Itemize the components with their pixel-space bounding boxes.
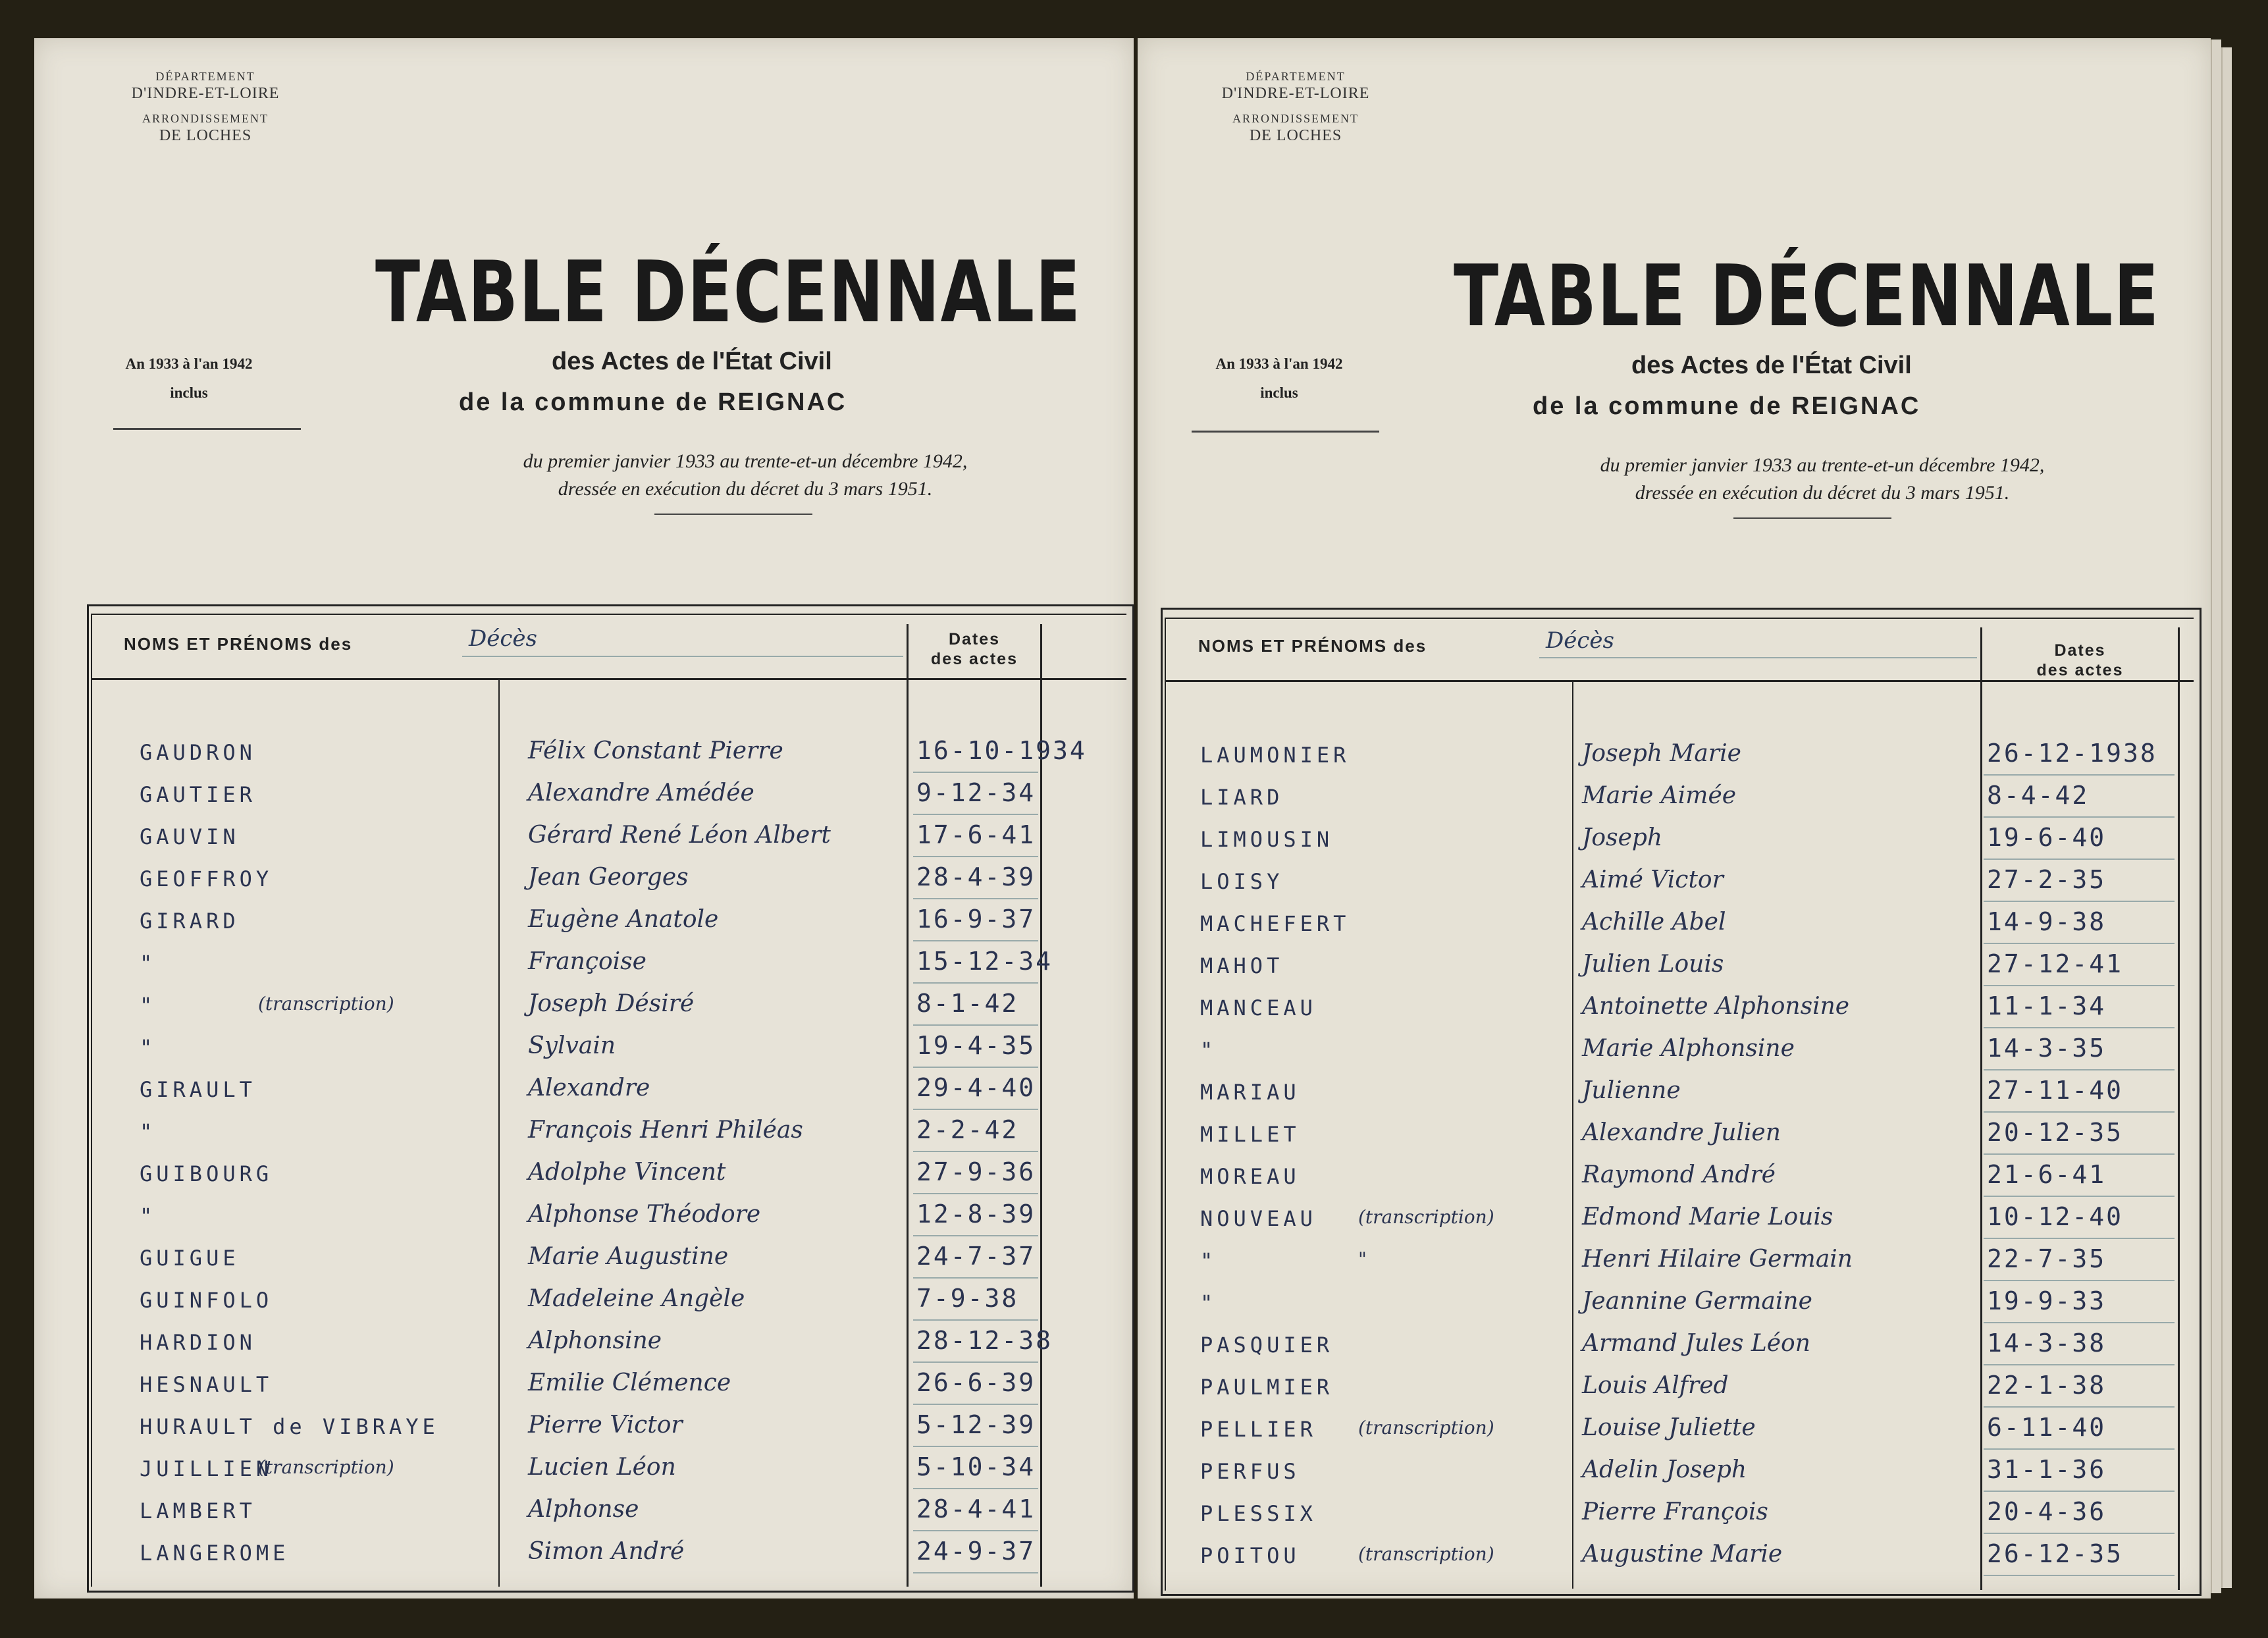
- table-row: [93, 1198, 1127, 1240]
- record-date: 22-1-38: [1987, 1371, 2107, 1400]
- row-date-rule: [1984, 1153, 2175, 1155]
- row-date-rule: [913, 1235, 1038, 1236]
- record-date: 28-4-39: [916, 862, 1036, 891]
- table-row: [93, 988, 1127, 1030]
- record-date: 19-6-40: [1987, 823, 2107, 852]
- record-date: 5-10-34: [916, 1452, 1036, 1481]
- department-name: D'INDRE-ET-LOIRE: [1221, 85, 1370, 102]
- period-years: An 1933 à l'an 1942: [125, 356, 253, 372]
- row-date-rule: [1984, 1448, 2175, 1450]
- table-row: [1167, 1074, 2194, 1117]
- record-date: 19-4-35: [916, 1031, 1036, 1060]
- given-names: Jeannine Germaine: [1582, 1288, 1812, 1315]
- period-inclusive: inclus: [170, 384, 208, 401]
- subtitle-acts: des Actes de l'État Civil: [552, 348, 832, 375]
- record-date: 24-7-37: [916, 1242, 1036, 1271]
- given-names: Marie Aimée: [1582, 782, 1737, 809]
- record-date: 24-9-37: [916, 1537, 1036, 1566]
- row-date-rule: [913, 940, 1038, 941]
- record-date: 14-9-38: [1987, 907, 2107, 936]
- surname: MACHEFERT: [1200, 911, 1350, 936]
- record-date: 27-9-36: [916, 1157, 1036, 1186]
- table-row: [1167, 990, 2194, 1032]
- row-date-rule: [913, 856, 1038, 857]
- given-names: Adolphe Vincent: [528, 1159, 726, 1186]
- department-header: [1210, 70, 1381, 154]
- surname: HESNAULT: [140, 1372, 273, 1397]
- surname: LANGEROME: [140, 1541, 290, 1566]
- record-date: 6-11-40: [1987, 1413, 2107, 1442]
- surname: GAUDRON: [140, 740, 256, 765]
- given-names: Raymond André: [1582, 1161, 1776, 1188]
- given-names: Alphonse Théodore: [528, 1201, 761, 1228]
- row-date-rule: [913, 1151, 1038, 1152]
- period-years: An 1933 à l'an 1942: [1215, 356, 1343, 372]
- surname: MOREAU: [1200, 1164, 1300, 1189]
- period-rule: [1192, 431, 1379, 433]
- header-dates-line-1: Dates: [948, 630, 1001, 648]
- record-date: 16-9-37: [916, 905, 1036, 934]
- surname: NOUVEAU: [1200, 1206, 1317, 1231]
- row-date-rule: [913, 1446, 1038, 1447]
- surname: ": [140, 993, 157, 1018]
- table-row: [93, 861, 1127, 903]
- row-date-rule: [913, 772, 1038, 773]
- given-names: Louis Alfred: [1582, 1372, 1729, 1399]
- record-date: 15-12-34: [916, 947, 1053, 976]
- arrondissement-name: DE LOCHES: [159, 127, 252, 144]
- record-date: 27-12-41: [1987, 949, 2124, 978]
- arrondissement-label: ARRONDISSEMENT: [142, 112, 269, 125]
- period-rule: [113, 428, 301, 430]
- table-inner-top: [91, 614, 1126, 615]
- record-date: 10-12-40: [1987, 1202, 2124, 1231]
- surname: ": [1200, 1248, 1217, 1273]
- decree-line-1: du premier janvier 1933 au trente-et-un décembre 1942,: [1600, 454, 2045, 476]
- given-names: Alphonse: [528, 1496, 639, 1523]
- decree-line-2: dressée en exécution du décret du 3 mars 1951.: [1635, 482, 2010, 504]
- row-date-rule: [913, 982, 1038, 984]
- record-date: 20-4-36: [1987, 1497, 2107, 1526]
- surname: PERFUS: [1200, 1459, 1300, 1484]
- given-names: Alexandre: [528, 1074, 650, 1101]
- record-date: 26-12-1938: [1987, 739, 2157, 768]
- table-row: [1167, 737, 2194, 779]
- record-note: (transcription): [1358, 1206, 1494, 1228]
- record-date: 12-8-39: [916, 1200, 1036, 1228]
- row-date-rule: [1984, 1238, 2175, 1239]
- table-row: [1167, 1243, 2194, 1285]
- row-date-rule: [913, 1277, 1038, 1279]
- table-row: [93, 1114, 1127, 1156]
- record-date: 7-9-38: [916, 1284, 1019, 1313]
- row-date-rule: [1984, 1111, 2175, 1113]
- surname: PELLIER: [1200, 1417, 1317, 1442]
- row-date-rule: [1984, 943, 2175, 944]
- table-row: [93, 1493, 1127, 1535]
- given-names: Eugène Anatole: [528, 906, 719, 933]
- given-names: Julienne: [1582, 1077, 1681, 1104]
- surname: ": [1200, 1290, 1217, 1315]
- surname: LIARD: [1200, 785, 1284, 810]
- surname: MARIAU: [1200, 1080, 1300, 1105]
- given-names: Emilie Clémence: [528, 1369, 731, 1396]
- given-names: Pierre François: [1582, 1498, 1768, 1525]
- record-date: 17-6-41: [916, 820, 1036, 849]
- table-row: [93, 777, 1127, 819]
- given-names: Alexandre Julien: [1582, 1119, 1781, 1146]
- record-note: ": [1358, 1248, 1367, 1270]
- page-title: TABLE DÉCENNALE: [1454, 248, 2160, 346]
- row-date-rule: [1984, 1069, 2175, 1070]
- period: [1197, 356, 1361, 402]
- period-inclusive: inclus: [1260, 384, 1298, 401]
- table-row: [1167, 1327, 2194, 1369]
- row-date-rule: [913, 1067, 1038, 1068]
- row-date-rule: [1984, 1322, 2175, 1323]
- surname: JUILLIEN: [140, 1456, 273, 1481]
- header-record-type: Décès: [469, 625, 537, 652]
- table-inner-left: [91, 614, 92, 1587]
- given-names: Lucien Léon: [528, 1454, 676, 1481]
- given-names: Alphonsine: [528, 1327, 662, 1354]
- record-date: 27-11-40: [1987, 1076, 2124, 1105]
- surname: ": [140, 951, 157, 976]
- surname: HURAULT de VIBRAYE: [140, 1414, 439, 1439]
- table-row: [93, 819, 1127, 861]
- header-dates-line-1: Dates: [2054, 641, 2106, 660]
- row-date-rule: [913, 1109, 1038, 1110]
- record-date: 14-3-35: [1987, 1034, 2107, 1063]
- table-row: [93, 945, 1127, 988]
- given-names: François Henri Philéas: [528, 1117, 803, 1144]
- period: [107, 356, 271, 402]
- surname: MAHOT: [1200, 953, 1284, 978]
- table-row: [1167, 822, 2194, 864]
- table-row: [93, 1072, 1127, 1114]
- row-date-rule: [1984, 1406, 2175, 1408]
- surname: ": [140, 1035, 157, 1060]
- table-row: [1167, 906, 2194, 948]
- row-date-rule: [1984, 1027, 2175, 1028]
- table-row: [93, 1451, 1127, 1493]
- decree-text: [1500, 452, 2145, 507]
- subtitle-acts: des Actes de l'État Civil: [1631, 352, 1912, 379]
- surname: PLESSIX: [1200, 1501, 1317, 1526]
- header-type-underline: [462, 656, 903, 657]
- record-date: 28-12-38: [916, 1326, 1053, 1355]
- row-date-rule: [1984, 1280, 2175, 1281]
- row-date-rule: [1984, 1491, 2175, 1492]
- row-date-rule: [913, 814, 1038, 815]
- row-date-rule: [1984, 1575, 2175, 1576]
- arrondissement-label: ARRONDISSEMENT: [1232, 112, 1359, 125]
- row-date-rule: [1984, 985, 2175, 986]
- table-inner-top: [1165, 618, 2194, 619]
- page-title: TABLE DÉCENNALE: [375, 244, 1082, 342]
- table-row: [93, 1030, 1127, 1072]
- row-date-rule: [913, 1193, 1038, 1194]
- record-date: 8-4-42: [1987, 781, 2090, 810]
- surname: LAMBERT: [140, 1498, 256, 1523]
- table-row: [93, 903, 1127, 945]
- header-names: NOMS ET PRÉNOMS des: [1198, 636, 1427, 656]
- given-names: Gérard René Léon Albert: [528, 822, 831, 849]
- given-names: Joseph: [1582, 824, 1663, 851]
- surname: GUIBOURG: [140, 1161, 273, 1186]
- table-header-rule: [91, 678, 1126, 680]
- surname: GIRAULT: [140, 1077, 256, 1102]
- row-date-rule: [1984, 1533, 2175, 1534]
- record-date: 27-2-35: [1987, 865, 2107, 894]
- given-names: Joseph Désiré: [528, 990, 695, 1017]
- record-date: 9-12-34: [916, 778, 1036, 807]
- record-date: 14-3-38: [1987, 1329, 2107, 1358]
- surname: GAUVIN: [140, 824, 240, 849]
- table-row: [93, 1409, 1127, 1451]
- table-row: [1167, 1201, 2194, 1243]
- row-date-rule: [913, 1024, 1038, 1026]
- row-date-rule: [1984, 901, 2175, 902]
- surname: GUINFOLO: [140, 1288, 273, 1313]
- surname: PASQUIER: [1200, 1333, 1334, 1358]
- surname: MANCEAU: [1200, 995, 1317, 1020]
- given-names: Adelin Joseph: [1582, 1456, 1747, 1483]
- table-row: [1167, 1117, 2194, 1159]
- given-names: Antoinette Alphonsine: [1582, 993, 1850, 1020]
- given-names: Aimé Victor: [1582, 866, 1724, 893]
- decree-text: [423, 448, 1068, 503]
- surname: GIRARD: [140, 909, 240, 934]
- given-names: Françoise: [528, 948, 646, 975]
- given-names: Félix Constant Pierre: [528, 737, 783, 764]
- page-edge-2: [2221, 47, 2232, 1588]
- record-date: 20-12-35: [1987, 1118, 2124, 1147]
- surname: LAUMONIER: [1200, 743, 1350, 768]
- surname: ": [1200, 1038, 1217, 1063]
- surname: LOISY: [1200, 869, 1284, 894]
- given-names: Jean Georges: [528, 864, 689, 891]
- table-row: [1167, 1412, 2194, 1454]
- record-date: 31-1-36: [1987, 1455, 2107, 1484]
- table-row: [1167, 948, 2194, 990]
- row-date-rule: [913, 1572, 1038, 1573]
- table-row: [93, 1282, 1127, 1325]
- decree-line-2: dressée en exécution du décret du 3 mars 1951.: [558, 478, 933, 500]
- table-row: [1167, 1538, 2194, 1580]
- row-date-rule: [1984, 1364, 2175, 1365]
- table-header-rule: [1165, 680, 2194, 682]
- record-date: 19-9-33: [1987, 1286, 2107, 1315]
- table-row: [1167, 1496, 2194, 1538]
- row-date-rule: [1984, 859, 2175, 860]
- surname: MILLET: [1200, 1122, 1300, 1147]
- record-date: 21-6-41: [1987, 1160, 2107, 1189]
- given-names: Pierre Victor: [528, 1412, 683, 1439]
- record-note: (transcription): [258, 1456, 394, 1478]
- row-date-rule: [913, 1361, 1038, 1363]
- surname: LIMOUSIN: [1200, 827, 1334, 852]
- record-date: 28-4-41: [916, 1494, 1036, 1523]
- given-names: Simon André: [528, 1538, 685, 1565]
- surname: POITOU: [1200, 1543, 1300, 1568]
- subtitle-commune: de la commune de REIGNAC: [459, 388, 847, 416]
- record-date: 29-4-40: [916, 1073, 1036, 1102]
- row-date-rule: [913, 898, 1038, 899]
- given-names: Marie Alphonsine: [1582, 1035, 1795, 1062]
- header-dates: [1982, 641, 2178, 680]
- record-date: 16-10-1934: [916, 736, 1087, 765]
- surname: GEOFFROY: [140, 866, 273, 891]
- table-row: [93, 1156, 1127, 1198]
- record-date: 26-6-39: [916, 1368, 1036, 1397]
- table-row: [1167, 1159, 2194, 1201]
- row-date-rule: [913, 1404, 1038, 1405]
- table-row: [93, 1535, 1127, 1577]
- header-type-underline: [1539, 657, 1977, 658]
- table-inner-left: [1165, 618, 1166, 1591]
- subtitle-commune: de la commune de REIGNAC: [1533, 392, 1921, 420]
- record-note: (transcription): [1358, 1543, 1494, 1565]
- record-date: 5-12-39: [916, 1410, 1036, 1439]
- record-date: 8-1-42: [916, 989, 1019, 1018]
- surname: ": [140, 1203, 157, 1228]
- department-name: D'INDRE-ET-LOIRE: [131, 85, 280, 102]
- table-row: [93, 1367, 1127, 1409]
- record-note: (transcription): [258, 993, 394, 1015]
- surname: GUIGUE: [140, 1246, 240, 1271]
- record-date: 26-12-35: [1987, 1539, 2124, 1568]
- record-date: 22-7-35: [1987, 1244, 2107, 1273]
- table-row: [1167, 779, 2194, 822]
- given-names: Julien Louis: [1582, 951, 1724, 978]
- table-row: [1167, 1285, 2194, 1327]
- given-names: Augustine Marie: [1582, 1541, 1783, 1568]
- table-row: [1167, 1032, 2194, 1074]
- surname: ": [140, 1119, 157, 1144]
- page-edge: [2211, 40, 2221, 1593]
- header-dates: [909, 629, 1040, 669]
- given-names: Henri Hilaire Germain: [1582, 1246, 1853, 1273]
- given-names: Armand Jules Léon: [1582, 1330, 1810, 1357]
- row-date-rule: [1984, 774, 2175, 776]
- header-names: NOMS ET PRÉNOMS des: [124, 634, 353, 654]
- table-row: [1167, 864, 2194, 906]
- decree-rule: [1733, 517, 1891, 519]
- given-names: Louise Juliette: [1582, 1414, 1756, 1441]
- table-row: [1167, 1369, 2194, 1412]
- given-names: Joseph Marie: [1582, 740, 1741, 767]
- table-row: [93, 735, 1127, 777]
- table-row: [1167, 1454, 2194, 1496]
- row-date-rule: [913, 1319, 1038, 1321]
- row-date-rule: [913, 1488, 1038, 1489]
- department-label: DÉPARTEMENT: [1246, 70, 1346, 83]
- row-date-rule: [1984, 816, 2175, 818]
- given-names: Edmond Marie Louis: [1582, 1203, 1833, 1230]
- given-names: Alexandre Amédée: [528, 779, 754, 806]
- surname: PAULMIER: [1200, 1375, 1334, 1400]
- row-date-rule: [913, 1530, 1038, 1531]
- given-names: Marie Augustine: [528, 1243, 729, 1270]
- table-row: [93, 1325, 1127, 1367]
- surname: HARDION: [140, 1330, 256, 1355]
- decree-line-1: du premier janvier 1933 au trente-et-un décembre 1942,: [523, 450, 968, 472]
- header-dates-line-2: des actes: [931, 650, 1018, 668]
- left-page: [34, 38, 1134, 1598]
- record-date: 11-1-34: [1987, 991, 2107, 1020]
- record-date: 2-2-42: [916, 1115, 1019, 1144]
- department-header: [120, 70, 291, 154]
- given-names: Sylvain: [528, 1032, 616, 1059]
- given-names: Madeleine Angèle: [528, 1285, 745, 1312]
- header-dates-line-2: des actes: [2036, 661, 2124, 679]
- right-page: [1138, 38, 2211, 1598]
- row-date-rule: [1984, 1196, 2175, 1197]
- given-names: Achille Abel: [1582, 909, 1726, 936]
- decree-rule: [654, 514, 812, 515]
- table-row: [93, 1240, 1127, 1282]
- header-record-type: Décès: [1546, 627, 1614, 654]
- department-label: DÉPARTEMENT: [155, 70, 255, 83]
- surname: GAUTIER: [140, 782, 256, 807]
- arrondissement-name: DE LOCHES: [1249, 127, 1342, 144]
- record-note: (transcription): [1358, 1417, 1494, 1439]
